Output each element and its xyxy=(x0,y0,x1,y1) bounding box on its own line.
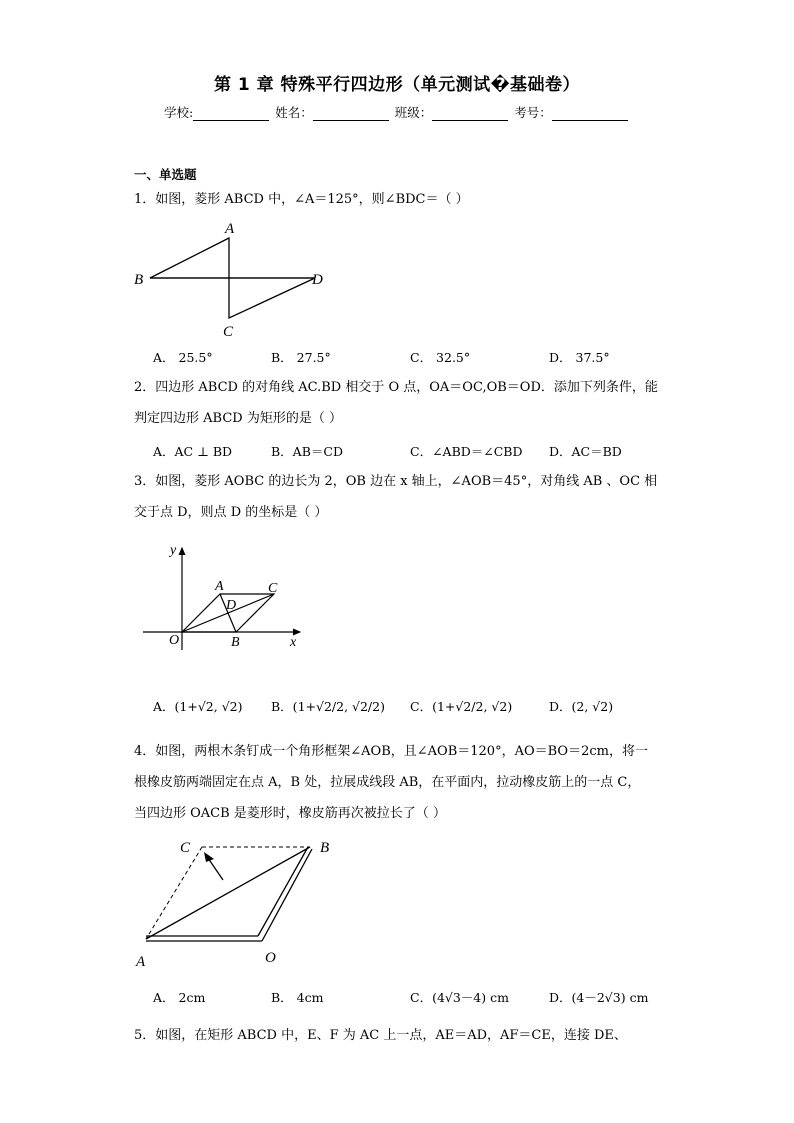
q1-option-c[interactable]: C． 32.5° xyxy=(410,350,471,365)
dashed-ca xyxy=(146,847,202,939)
frame-ob-inner xyxy=(258,847,308,936)
q2-option-a[interactable]: A．AC ⊥ BD xyxy=(153,444,233,459)
q4-option-b[interactable]: B． 4cm xyxy=(271,990,324,1005)
label-a: A xyxy=(225,221,235,237)
label-o: O xyxy=(169,633,180,648)
question-1-text: 1．如图，菱形 ABCD 中，∠A＝125°，则∠BDC＝（ ） xyxy=(134,192,469,207)
page-title: 第 1 章 特殊平行四边形（单元测试�基础卷） xyxy=(213,75,580,95)
label-a: A xyxy=(215,579,224,594)
label-y: y xyxy=(170,543,177,558)
q3-option-c[interactable]: C．(1+√2/2, √2) xyxy=(410,699,513,714)
q1-option-d[interactable]: D． 37.5° xyxy=(549,350,610,365)
label-c: C xyxy=(223,324,234,340)
q2-option-c[interactable]: C．∠ABD＝∠CBD xyxy=(410,444,523,459)
label-b: B xyxy=(134,272,144,288)
label-b: B xyxy=(320,840,330,856)
question-4-line-2: 根橡皮筋两端固定在点 A，B 处，拉展成线段 AB，在平面内，拉动橡皮筋上的一点 C， xyxy=(134,775,641,790)
q3-option-b[interactable]: B．(1+√2/2, √2/2) xyxy=(271,699,385,714)
label-d: D xyxy=(312,272,323,288)
q4-option-a[interactable]: A． 2cm xyxy=(153,990,206,1005)
school-blank[interactable] xyxy=(193,108,269,121)
q4-option-c[interactable]: C．(4√3－4) cm xyxy=(410,990,509,1005)
school-label: 学校: xyxy=(164,105,194,120)
q3-option-d[interactable]: D．(2, √2) xyxy=(549,699,614,714)
number-label: 考号： xyxy=(514,105,552,120)
question-5-text: 5．如图，在矩形 ABCD 中，E、F 为 AC 上一点，AE＝AD，AF＝CE，连接 DE、 xyxy=(134,1028,627,1043)
label-x: x xyxy=(290,635,297,650)
pull-arrowhead xyxy=(204,852,214,862)
frame-ob-outer xyxy=(262,849,312,941)
label-o: O xyxy=(265,950,276,966)
question-2-line-2: 判定四边形 ABCD 为矩形的是（ ） xyxy=(134,411,342,426)
segment-ab xyxy=(146,847,310,939)
q3-option-a[interactable]: A．(1+√2, √2) xyxy=(153,699,243,714)
label-b: B xyxy=(231,635,240,650)
question-3-line-1: 3．如图，菱形 AOBC 的边长为 2，OB 边在 x 轴上，∠AOB＝45°，对角线 AB 、OC 相 xyxy=(134,474,658,489)
question-4-line-3: 当四边形 OACB 是菱形时，橡皮筋再次被拉长了（ ） xyxy=(134,806,446,821)
section-title: 一、单选题 xyxy=(134,167,197,182)
q1-option-a[interactable]: A． 25.5° xyxy=(153,350,213,365)
label-c: C xyxy=(180,840,191,856)
label-d: D xyxy=(226,598,237,613)
name-label: 姓名： xyxy=(275,105,313,120)
label-a: A xyxy=(136,954,146,970)
number-blank[interactable] xyxy=(552,108,628,121)
q2-option-d[interactable]: D．AC＝BD xyxy=(549,444,622,459)
question-3-line-2: 交于点 D，则点 D 的坐标是（ ） xyxy=(134,505,328,520)
question-4-line-1: 4．如图，两根木条钉成一个角形框架∠AOB，且∠AOB＝120°，AO＝BO＝2cm，将一 xyxy=(134,744,648,759)
student-info-line xyxy=(164,103,630,121)
q4-option-d[interactable]: D．(4－2√3) cm xyxy=(549,990,649,1005)
class-blank[interactable] xyxy=(432,108,508,121)
q1-option-b[interactable]: B． 27.5° xyxy=(271,350,331,365)
question-2-line-1: 2．四边形 ABCD 的对角线 AC.BD 相交于 O 点，OA＝OC,OB＝OD．添加下列条件，能 xyxy=(134,380,658,395)
name-blank[interactable] xyxy=(313,108,389,121)
label-c: C xyxy=(268,581,278,596)
pull-arrow xyxy=(208,858,223,880)
q2-option-b[interactable]: B．AB＝CD xyxy=(271,444,343,459)
rhombus-figure-q1 xyxy=(125,220,340,340)
frame-figure-q4 xyxy=(128,832,348,972)
coordinate-figure-q3 xyxy=(140,538,310,658)
class-label: 班级： xyxy=(394,105,433,120)
